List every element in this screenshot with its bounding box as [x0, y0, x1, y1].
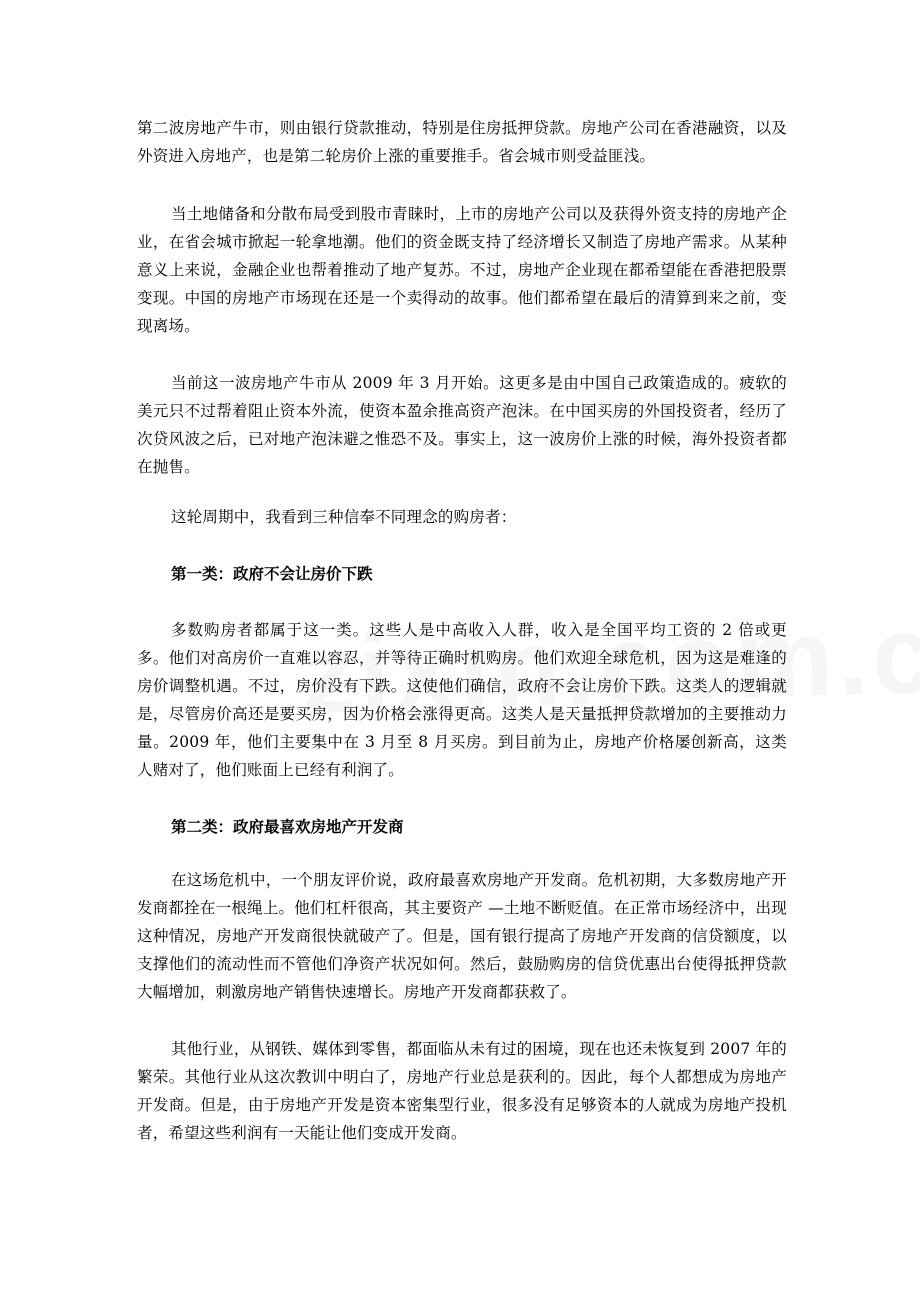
paragraph-second-wave: 第二波房地产牛市，则由银行贷款推动，特别是住房抵押贷款。房地产公司在香港融资，以及外资进入房地产，也是第二轮房价上涨的重要推手。省会城市则受益匪浅。 [137, 119, 787, 165]
paragraph-land-rush: 当土地储备和分散布局受到股市青睐时，上市的房地产公司以及获得外资支持的房地产企业，在省会城市掀起一轮拿地潮。他们的资金既支持了经济增长又制造了房地产需求。从某种意义上来说，金融企业也帮着推动了地产复苏。不过，房地产企业现在都希望能在香港把股票变现。中国的房地产市场现在还是一个卖得动的故事。他们都希望在最后的清算到来之前，变现离场。 [137, 205, 787, 335]
heading-type-one: 第一类：政府不会让房价下跌 [171, 565, 373, 583]
paragraph-other-industries: 其他行业，从钢铁、媒体到零售，都面临从未有过的困境，现在也还未恢复到 2007 年的繁荣。其他行业从这次教训中明白了，房地产行业总是获利的。因此，每个人都想成为房地产开发商。但是，由于房地产开发是资本密集型行业，很多没有足够资本的人就成为房地产投机者，希望这些利润有一天能让他们变成开发商。 [137, 1040, 787, 1142]
paragraph-type-one: 多数购房者都属于这一类。这些人是中高收入人群，收入是全国平均工资的 2 倍或更多。他们对高房价一直难以容忍，并等待正确时机购房。他们欢迎全球危机，因为这是难逢的房价调整机遇。不过，房价没有下跌。这使他们确信，政府不会让房价下跌。这类人的逻辑就是，尽管房价高还是要买房，因为价格会涨得更高。这类人是天量抵押贷款增加的主要推动力量。2009 年，他们主要集中在 3 月至 8 月买房。到目前为止，房地产价格屡创新高，这类人赌对了，他们账面上已经有利润了。 [137, 621, 787, 779]
paragraph-current-bull-market: 当前这一波房地产牛市从 2009 年 3 月开始。这更多是由中国自己政策造成的。疲软的美元只不过帮着阻止资本外流，使资本盈余推高资产泡沫。在中国买房的外国投资者，经历了次贷风波之后，已对地产泡沫避之惟恐不及。事实上，这一波房价上涨的时候，海外投资者都在抛售。 [137, 374, 787, 476]
heading-type-two: 第二类：政府最喜欢房地产开发商 [171, 818, 404, 836]
paragraph-three-buyer-types: 这轮周期中，我看到三种信奉不同理念的购房者： [171, 508, 517, 526]
paragraph-type-two: 在这场危机中，一个朋友评价说，政府最喜欢房地产开发商。危机初期，大多数房地产开发商都拴在一根绳上。他们杠杆很高，其主要资产 —土地不断贬值。在正常市场经济中，出现这种情况，房地产开发商很快就破产了。但是，国有银行提高了房地产开发商的信贷额度，以支撑他们的流动性而不管他们净资产状况如何。然后，鼓励购房的信贷优惠出台使得抵押贷款大幅增加，刺激房地产销售快速增长。房地产开发商都获救了。 [137, 871, 787, 1001]
